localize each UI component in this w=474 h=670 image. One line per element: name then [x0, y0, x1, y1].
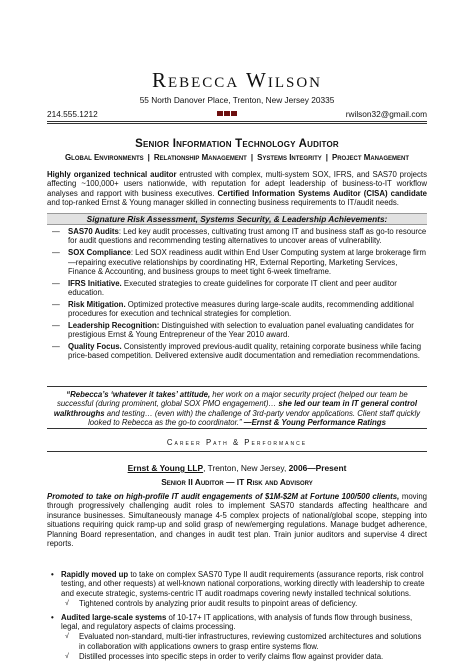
list-item: — Quality Focus. Consistently improved previous-audit quality, retaining corporate business while facing price-based competition. Delivered extensive audit documentation and remediation recommendations.: [52, 341, 422, 361]
company-line: [0, 463, 474, 473]
last-name: Wilson: [246, 68, 323, 92]
focus-area: Global Environments: [65, 153, 144, 162]
summary-text: entrusted with complex, multi-system SOX, IFRS, and SAS70 projects affecting ~100,000+ users nationwide, with reputation for adept leadership of business-to-IT workflow analyses and rapport with business executives.: [47, 170, 427, 198]
sub-list-item: √ Distilled processes into specific steps in order to verify claims flow against provider data.: [65, 652, 384, 662]
experience-list: [47, 570, 427, 663]
divider-square: [231, 111, 237, 116]
sub-list-item: √ Tightened controls by analyzing prior audit results to pinpoint areas of deficiency.: [65, 599, 358, 609]
list-item: — SAS70 Audits: Led key audit processes, cultivating trust among IT and business staff as go-to resource for audit questions and recommending testing alternatives to uncover areas of vulnerability.: [52, 227, 427, 246]
sub-list-item: √ Evaluated non-standard, multi-tier infrastructures, reviewing customized architectures and solutions in collaboration with applications owners to grasp entire systems flow.: [65, 632, 422, 651]
quote-rule: [47, 428, 427, 429]
list-item: — Risk Mitigation. Optimized protective measures during large-scale audits, recommending additional procedures for execution and technical strategies for completion.: [52, 299, 414, 319]
section-rule: [47, 451, 427, 452]
summary-lead: Highly organized technical auditor: [47, 170, 177, 179]
list-item: — IFRS Initiative. Executed strategies to create guidelines for corporate IT client and peer auditor education.: [52, 278, 397, 298]
first-name: Rebecca: [151, 68, 240, 92]
focus-area: Relationship Management: [153, 153, 247, 162]
certification: Certified Information Systems Auditor (CISA) candidate: [217, 188, 427, 198]
focus-areas: Global Environments | Relationship Management | Systems Integrity | Project Management: [65, 153, 409, 162]
testimonial-quote: “Rebecca’s ‘whatever it takes’ attitude, her work on a major security project (helped our team be successful (during prominent, global SOX PMO engagement)… she led our team in IT general control walkthroughs and testing… (even with) the challenge of 3rd-party vendor applications. Client staff quickly looked to Rebecca as the go-to coordinator.” —Ernst & Young Performance Ratings: [53, 390, 421, 428]
promo-lead: Promoted to take on high-profile IT audit engagements of $1M-$2M at Fortune 100/500 clients,: [47, 492, 400, 501]
list-item: • Audited large-scale systems of 10-17+ IT applications, with analysis of funds flow through business, legal, and regulatory aspects of claims processing.: [51, 612, 413, 632]
achievements-list: [47, 227, 427, 363]
address: 55 North Danover Place, Trenton, New Jersey 20335: [139, 95, 335, 105]
summary-text: and top-ranked Ernst & Young manager skilled in connecting business requirements to IT/audit needs.: [47, 198, 399, 208]
checkmark-icon: √: [65, 653, 69, 661]
candidate-name: [0, 68, 474, 93]
resume-title: Senior Information Technology Auditor: [135, 138, 339, 150]
header-rule: [47, 123, 427, 124]
checkmark-icon: √: [65, 600, 69, 608]
contact-line: [47, 109, 427, 119]
checkmark-icon: √: [65, 633, 69, 641]
phone: 214.555.1212: [47, 109, 98, 119]
list-item: • Rapidly moved up to take on complex SAS70 Type II audit requirements (assurance reports, risk control testing, and other requests) at well-known national corporations, working directly with leadership to create and execute strategic, systems-centric IT audit roadmaps covering newly installed technical solutions.: [51, 570, 425, 598]
quote-rule: [47, 386, 427, 387]
divider-square: [224, 111, 230, 116]
job-summary: Promoted to take on high-profile IT audit engagements of $1M-$2M at Fortune 100/500 clients, moving through progressively challenging audit roles to implement SAS70 standards affecting healthcare and insurance businesses. Simultaneously manage 4-5 complex projects of national/global scope, stepping into situations requiring quick ramp-up and solid grasp of new/emerging regulations. Manage budget adherence, Planning Board representation, and changes in audit test plan. Train junior auditors and supervise 4 direct reports.: [47, 492, 427, 549]
summary-paragraph: [47, 170, 427, 208]
section-title: Career Path & Performance: [166, 438, 308, 447]
list-item: — SOX Compliance: Led SOX readiness audit within End User Computing system at large brokerage firm—repairing executive relationships by coordinating HR, External Reporting, Marketing Services, Finance & Accounting, and business groups to meet tight 6-week timeframe.: [52, 248, 426, 276]
list-item: — Leadership Recognition: Distinguished with selection to evaluation panel evaluating candidates for prestigious Ernst & Young Entrepreneur of the Year 2010 award.: [52, 320, 414, 340]
focus-area: Systems Integrity: [257, 153, 322, 162]
divider-square: [217, 111, 223, 116]
job-role: Senior II Auditor — IT Risk and Advisory: [161, 477, 313, 487]
achievements-heading: Signature Risk Assessment, Systems Security, & Leadership Achievements:: [47, 213, 427, 225]
job-dates: 2006—Present: [288, 463, 347, 473]
company-location: , Trenton, New Jersey,: [203, 463, 289, 473]
focus-area: Project Management: [331, 153, 409, 162]
header-rule: [47, 121, 427, 122]
email: rwilson32@gmail.com: [345, 109, 427, 119]
company-name: Ernst & Young LLP: [127, 463, 204, 473]
